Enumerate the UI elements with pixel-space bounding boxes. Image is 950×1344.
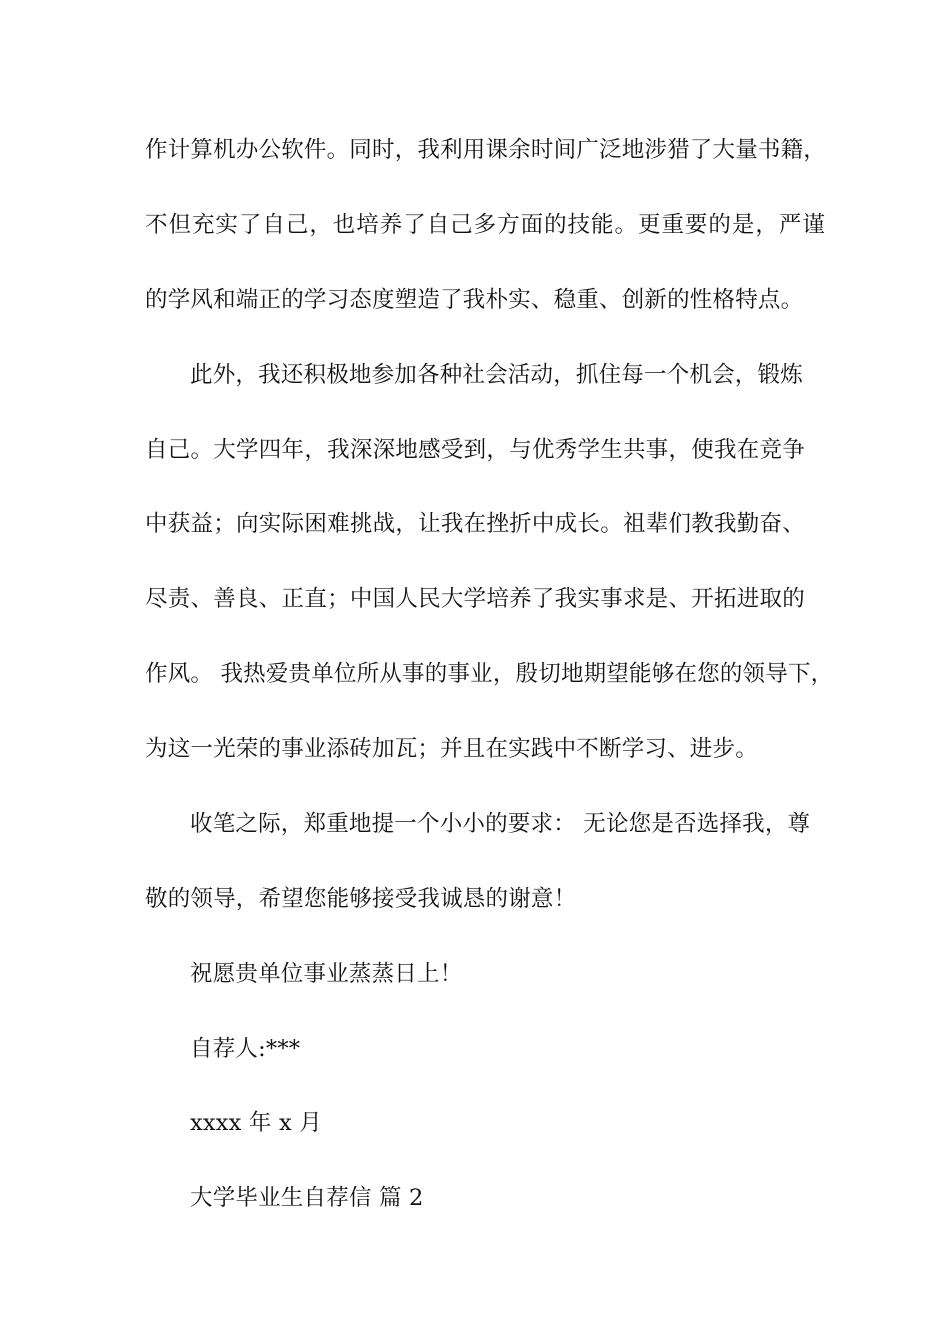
paragraph-first-line: 收笔之际，郑重地提一个小小的要求： 无论您是否选择我，尊 — [190, 811, 811, 837]
paragraph-first-line: 此外，我还积极地参加各种社会活动，抓住每一个机会，锻炼 — [190, 362, 803, 388]
section-heading: 大学毕业生自荐信 篇 2 — [190, 1185, 424, 1211]
body-text-line: 不但充实了自己，也培养了自己多方面的技能。更重要的是，严谨 — [145, 212, 825, 238]
signature-line: 自荐人:*** — [190, 1036, 301, 1062]
body-text-line: 中获益；向实际困难挑战，让我在挫折中成长。祖辈们教我勤奋、 — [145, 511, 805, 537]
body-text-line: 自己。大学四年，我深深地感受到，与优秀学生共事，使我在竞争 — [145, 437, 805, 463]
date-line: xxxx 年 x 月 — [190, 1110, 322, 1136]
body-text-line: 作风。 我热爱贵单位所从事的事业，殷切地期望能够在您的领导下， — [145, 661, 834, 687]
body-text-line: 作计算机办公软件。同时，我利用课余时间广泛地涉猎了大量书籍， — [145, 137, 827, 163]
body-text-line: 敬的领导，希望您能够接受我诚恳的谢意！ — [145, 886, 577, 912]
body-text-line: 的学风和端正的学习态度塑造了我朴实、稳重、创新的性格特点。 — [145, 287, 804, 313]
body-text-line: 为这一光荣的事业添砖加瓦；并且在实践中不断学习、进步。 — [145, 736, 758, 762]
closing-wish: 祝愿贵单位事业蒸蒸日上！ — [190, 961, 463, 987]
body-text-line: 尽责、善良、正直；中国人民大学培养了我实事求是、开拓进取的 — [145, 586, 805, 612]
